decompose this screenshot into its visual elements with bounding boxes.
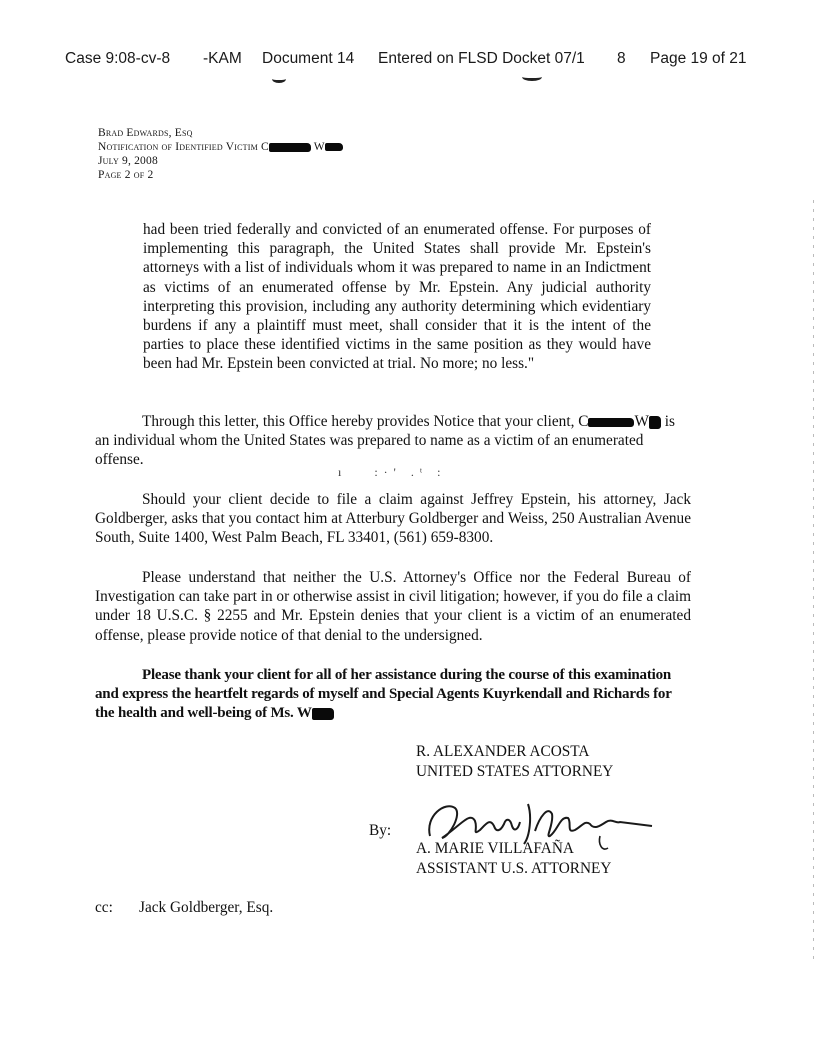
redaction-block	[649, 416, 661, 429]
thanks-paragraph	[95, 666, 691, 724]
header-eight: 8	[617, 50, 626, 67]
redaction-block	[312, 708, 334, 720]
cc-label: cc:	[95, 899, 113, 916]
signatory-title-2: ASSISTANT U.S. ATTORNEY	[416, 860, 612, 877]
letter-subject-line	[98, 140, 343, 154]
thanks-text: Please thank your client for all of her assistance during the course of this examination and express the heartfelt regards of myself and Special Agents Kuyrkendall and Richards for the health and well-being of Ms. W	[95, 667, 672, 722]
quoted-agreement-paragraph	[143, 220, 651, 374]
header-entered: Entered on FLSD Docket 07/1	[378, 50, 585, 67]
cc-line	[95, 899, 274, 917]
redaction-block	[588, 418, 634, 427]
cc-recipient: Jack Goldberger, Esq.	[139, 899, 274, 916]
signatory-name: R. ALEXANDER ACOSTA	[416, 743, 590, 760]
claim-paragraph	[95, 490, 691, 548]
letter-address-block	[98, 126, 343, 182]
ink-smudge	[522, 73, 542, 81]
notice-text: Through this letter, this Office hereby provides Notice that your client, C	[142, 413, 589, 430]
notice-text-continued: is an individual whom the United States was prepared to name as a victim of an enumerated offense.	[95, 413, 675, 469]
notice-paragraph	[95, 412, 691, 470]
header-page: Page 19 of 21	[650, 50, 747, 67]
notice-initial: W	[634, 413, 649, 430]
header-document: Document 14	[262, 50, 355, 67]
recipient-name: Brad Edwards, Esq	[98, 127, 193, 139]
header-kam: -KAM	[203, 50, 242, 67]
subject-text: Notification of Identified Victim C	[98, 141, 269, 153]
by-label: By:	[369, 822, 392, 839]
letter-date: July 9, 2008	[98, 155, 158, 167]
header-case-number: Case 9:08-cv-8	[65, 50, 171, 67]
signature-block-secondary	[416, 839, 611, 879]
claim-text: Should your client decide to file a claim against Jeffrey Epstein, his attorney, Jack Goldberger, asks that you contact him at Atterbury Goldberger and Weiss, 250 Australian Avenue South, Suite 1400, West Palm Beach, FL 33401, (561) 659-8300.	[95, 491, 691, 547]
redaction-block	[325, 143, 343, 151]
redaction-block	[269, 143, 311, 152]
page-indicator: Page 2 of 2	[98, 169, 154, 181]
scan-edge-artifact	[813, 200, 814, 960]
signature-block-primary	[416, 742, 613, 782]
signatory-name-2: A. MARIE VILLAFAÑA	[416, 840, 574, 857]
civil-litigation-paragraph	[95, 568, 691, 645]
quote-text: had been tried federally and convicted of an enumerated offense. For purposes of implementing this paragraph, the United States shall provide Mr. Epstein's attorneys with a list of individuals whom it was prepared to name in an Indictment as victims of an enumerated offense by Mr. Epstein. Any judicial authority interpreting this provision, including any authority determining which evidentiary burdens if any a plaintiff must meet, shall consider that it is the intent of the parties to place these identified victims in the same position as they would have been had Mr. Epstein been convicted at trial. No more; no less."	[143, 221, 651, 373]
signatory-title: UNITED STATES ATTORNEY	[416, 763, 614, 780]
subject-suffix: W	[313, 141, 325, 153]
docket-header	[65, 50, 765, 70]
scan-specks: ı :·' .ᵗ :	[338, 465, 447, 479]
ink-smudge	[272, 75, 286, 83]
civil-litigation-text: Please understand that neither the U.S. Attorney's Office nor the Federal Bureau of Investigation can take part in or otherwise assist in civil litigation; however, if you do file a claim under 18 U.S.C. § 2255 and Mr. Epstein denies that your client is a victim of an enumerated offense, please provide notice of that denial to the undersigned.	[95, 569, 691, 644]
